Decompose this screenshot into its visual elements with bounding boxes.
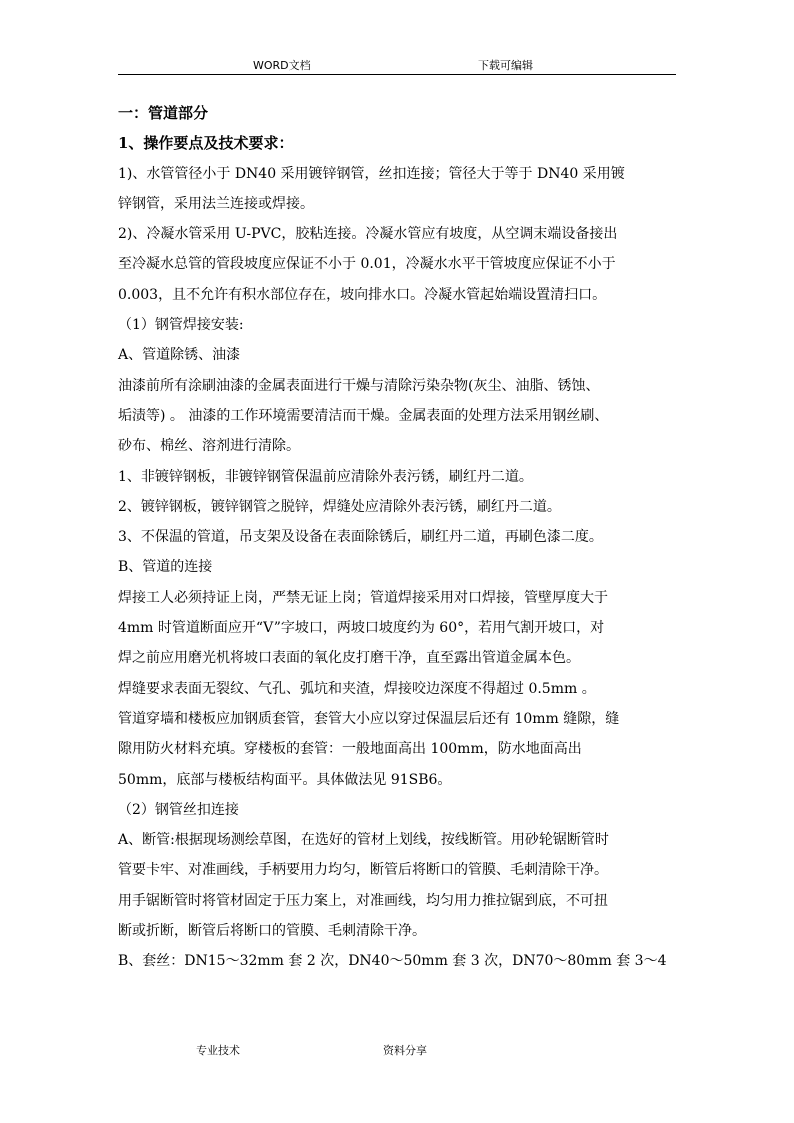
paragraph-line: 0.003，且不允许有积水部位存在，坡向排水口。冷凝水管起始端设置清扫口。 [118, 286, 607, 303]
paragraph-line: 至冷凝水总管的管段坡度应保证不小于 0.01，冷凝水水平干管坡度应保证不小于 [118, 256, 616, 273]
paragraph-line: B、套丝：DN15～32mm 套 2 次，DN40～50mm 套 3 次，DN70～80mm 套 3～4 [118, 953, 667, 970]
paragraph-line: 垢渍等) 。 油漆的工作环境需要清洁而干燥。金属表面的处理方法采用钢丝刷、 [118, 407, 609, 424]
paragraph-line: A、管道除锈、油漆 [118, 347, 241, 364]
paragraph-line: 50mm，底部与楼板结构面平。具体做法见 91SB6。 [118, 771, 452, 788]
paragraph-line: 断或折断，断管后将断口的管膜、毛刺清除干净。 [118, 923, 426, 940]
paragraph-line: （2）钢管丝扣连接 [118, 801, 239, 818]
paragraph-line: 油漆前所有涂刷油漆的金属表面进行干燥与清除污染杂物(灰尘、油脂、锈蚀、 [118, 377, 600, 394]
paragraph-line: 锌钢管，采用法兰连接或焊接。 [118, 195, 314, 212]
subsection-heading: 1、操作要点及技术要求： [118, 134, 294, 153]
footer-left-text: 专业技术 [196, 1044, 240, 1057]
paragraph-line: 用手锯断管时将管材固定于压力案上，对准画线，均匀用力推拉锯到底，不可扭 [118, 892, 608, 909]
header-left-text: WORD文档 [253, 59, 311, 72]
paragraph-line: 砂布、棉丝、溶剂进行清除。 [118, 438, 300, 455]
paragraph-line: （1）钢管焊接安装: [118, 317, 244, 334]
footer-right-text: 资料分享 [383, 1044, 427, 1057]
paragraph-line: 4mm 时管道断面应开“V”字坡口，两坡口坡度约为 60°，若用气割开坡口，对 [118, 620, 605, 637]
paragraph-line: 管道穿墙和楼板应加钢质套管，套管大小应以穿过保温层后还有 10mm 缝隙，缝 [118, 710, 620, 727]
paragraph-line: 1、非镀锌钢板，非镀锌钢管保温前应清除外表污锈，刷红丹二道。 [118, 468, 533, 485]
paragraph-line: 2、镀锌钢板，镀锌钢管之脱锌，焊缝处应清除外表污锈，刷红丹二道。 [118, 498, 561, 515]
paragraph-line: 管要卡牢、对准画线，手柄要用力均匀，断管后将断口的管膜、毛刺清除干净。 [118, 862, 608, 879]
paragraph-line: 3、不保温的管道，吊支架及设备在表面除锈后，刷红丹二道，再刷色漆二度。 [118, 529, 603, 546]
paragraph-line: 焊缝要求表面无裂纹、气孔、弧坑和夹渣，焊接咬边深度不得超过 0.5mm 。 [118, 680, 596, 697]
document-body [118, 98, 680, 977]
header-right-text: 下载可编辑 [478, 59, 533, 72]
paragraph-line: B、管道的连接 [118, 559, 213, 576]
paragraph-line: 焊接工人必须持证上岗，严禁无证上岗；管道焊接采用对口焊接，管壁厚度大于 [118, 589, 608, 606]
paragraph-line: 1)、水管管径小于 DN40 采用镀锌钢管，丝扣连接；管径大于等于 DN40 采用镀 [118, 165, 625, 182]
paragraph-line: A、断管:根据现场测绘草图，在选好的管材上划线，按线断管。用砂轮锯断管时 [118, 832, 609, 849]
paragraph-line: 焊之前应用磨光机将坡口表面的氧化皮打磨干净，直至露出管道金属本色。 [118, 650, 580, 667]
paragraph-line: 隙用防火材料充填。穿楼板的套管：一般地面高出 100mm，防水地面高出 [118, 741, 582, 758]
paragraph-line: 2)、冷凝水管采用 U-PVC，胶粘连接。冷凝水管应有坡度，从空调末端设备接出 [118, 226, 618, 243]
page-header [118, 54, 676, 75]
section-heading: 一：管道部分 [118, 104, 209, 122]
